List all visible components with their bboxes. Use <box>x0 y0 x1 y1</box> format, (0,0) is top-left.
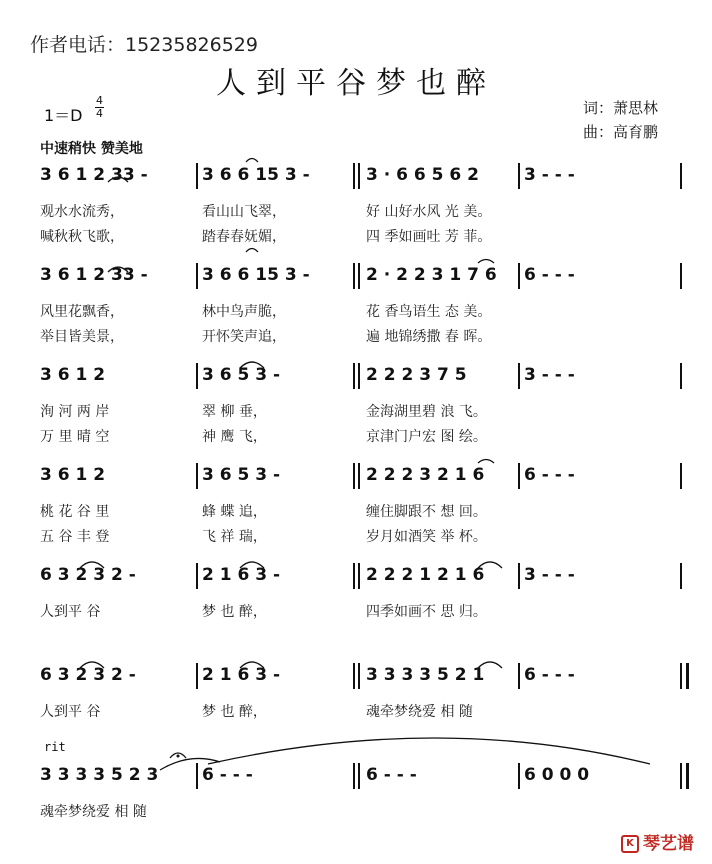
lyricist: 词：萧思林 <box>583 99 659 117</box>
measure-notes: 2 1 6 3 - <box>202 665 281 685</box>
lyric-line: 喊秋秋飞歌， <box>40 229 124 245</box>
measure-notes: 3 6 5 3 - <box>202 365 281 385</box>
slur <box>80 662 104 668</box>
slur <box>80 562 104 568</box>
lyric-line: 人到平 谷 <box>40 704 101 720</box>
measure-notes: 6 - - - <box>366 765 417 785</box>
slur <box>108 177 128 182</box>
measure-notes: 3 3 3 3 5 2 3 <box>40 765 159 785</box>
lyric-line: 四 季如画吐 芳 菲。 <box>366 229 492 245</box>
measure-notes: 2 2 2 1 2 1 6 <box>366 565 485 585</box>
measure-notes: 3 6 5 3 - <box>202 465 281 485</box>
measure-notes: 2 1 6 3 - <box>202 565 281 585</box>
lyric-line: 遍 地锦绣撒 春 晖。 <box>366 329 492 345</box>
slur <box>108 267 128 272</box>
lyric-line: 开怀笑声追， <box>202 329 286 345</box>
lyric-line: 梦 也 醉， <box>202 704 267 720</box>
measure-notes: 6 - - - <box>524 465 575 485</box>
slur <box>240 562 264 568</box>
measure-notes: 6 - - - <box>524 665 575 685</box>
measure-notes: 3 6 6 15 3 - <box>202 265 310 285</box>
time-top: 4 <box>96 94 103 107</box>
slur <box>246 249 258 253</box>
time-bottom: 4 <box>96 107 103 120</box>
lyric-line: 风里花飘香， <box>40 304 124 320</box>
song-title: 人到平谷梦也醉 <box>216 66 496 101</box>
lyric-line: 金海湖里碧 浪 飞。 <box>366 404 487 420</box>
lyric-line: 蜂 蝶 追， <box>202 504 267 520</box>
measure-notes: 3 3 3 3 5 2 1 <box>366 665 485 685</box>
tie <box>160 758 220 770</box>
lyric-line: 梦 也 醉， <box>202 604 267 620</box>
measure-notes: 6 3 2 3 2 - <box>40 665 136 685</box>
fermata-dot <box>177 755 180 758</box>
tie-long <box>208 738 650 764</box>
measure-notes: 6 0 0 0 <box>524 765 590 785</box>
lyric-line: 观水水流秀， <box>40 204 124 220</box>
slur <box>478 562 502 568</box>
measure-notes: 3 - - - <box>524 365 575 385</box>
lyric-line: 举目皆美景， <box>40 329 124 345</box>
measure-notes: 6 3 2 3 2 - <box>40 565 136 585</box>
lyric-line: 岁月如酒笑 举 杯。 <box>366 529 487 545</box>
lyric-line: 京津门户宏 图 绘。 <box>366 429 487 445</box>
lyric-line: 飞 祥 瑞， <box>202 529 267 545</box>
logo-text: 琴艺谱 <box>643 834 694 854</box>
lyric-line: 五 谷 丰 登 <box>40 529 110 545</box>
measure-notes: 3 6 6 15 3 - <box>202 165 310 185</box>
lyric-line: 好 山好水风 光 美。 <box>366 204 492 220</box>
lyric-line: 神 鹰 飞， <box>202 429 267 445</box>
lyric-line: 花 香鸟语生 态 美。 <box>366 304 492 320</box>
slur <box>478 260 494 264</box>
watermark-logo <box>621 829 694 854</box>
measure-notes: 2 · 2 2 3 1 7 6 <box>366 265 497 285</box>
slur <box>240 362 264 368</box>
measure-notes: 3 6 1 2 <box>40 365 106 385</box>
slur <box>240 662 264 668</box>
composer: 曲：高育鹏 <box>583 123 659 141</box>
slur <box>246 159 258 163</box>
slur <box>478 460 494 464</box>
measure-notes: 2 2 2 3 7 5 <box>366 365 467 385</box>
lyric-line: 万 里 晴 空 <box>40 429 110 445</box>
lyric-line: 看山山飞翠， <box>202 204 286 220</box>
lyric-line: 踏春春妩媚， <box>202 229 286 245</box>
lyric-line: 魂牵梦绕爱 相 随 <box>40 804 147 820</box>
measure-notes: 3 - - - <box>524 565 575 585</box>
measure-notes: 3 6 1 2 <box>40 465 106 485</box>
lyric-line: 洵 河 两 岸 <box>40 404 110 420</box>
composer-contact: 作者电话：15235826529 <box>30 34 258 56</box>
lyric-line: 四季如画不 思 归。 <box>366 604 487 620</box>
logo-mark: K <box>621 835 639 853</box>
lyric-line: 魂牵梦绕爱 相 随 <box>366 704 473 720</box>
measure-notes: 3 6 1 2 33 - <box>40 165 148 185</box>
lyric-line: 人到平 谷 <box>40 604 101 620</box>
key-signature: 1＝D <box>44 106 83 125</box>
measure-notes: 2 2 2 3 2 1 6 <box>366 465 485 485</box>
slur <box>478 662 502 668</box>
lyric-line: 缠住脚跟不 想 回。 <box>366 504 487 520</box>
measure-notes: 6 - - - <box>202 765 253 785</box>
measure-notes: 6 - - - <box>524 265 575 285</box>
lyric-line: 林中鸟声脆， <box>202 304 286 320</box>
ritardando-marking: rit <box>44 740 66 754</box>
measure-notes: 3 6 1 2 33 - <box>40 265 148 285</box>
measure-notes: 3 · 6 6 5 6 2 <box>366 165 479 185</box>
lyric-line: 翠 柳 垂， <box>202 404 267 420</box>
lyric-line: 桃 花 谷 里 <box>40 504 110 520</box>
measure-notes: 3 - - - <box>524 165 575 185</box>
tempo-marking: 中速稍快 赞美地 <box>40 141 143 157</box>
